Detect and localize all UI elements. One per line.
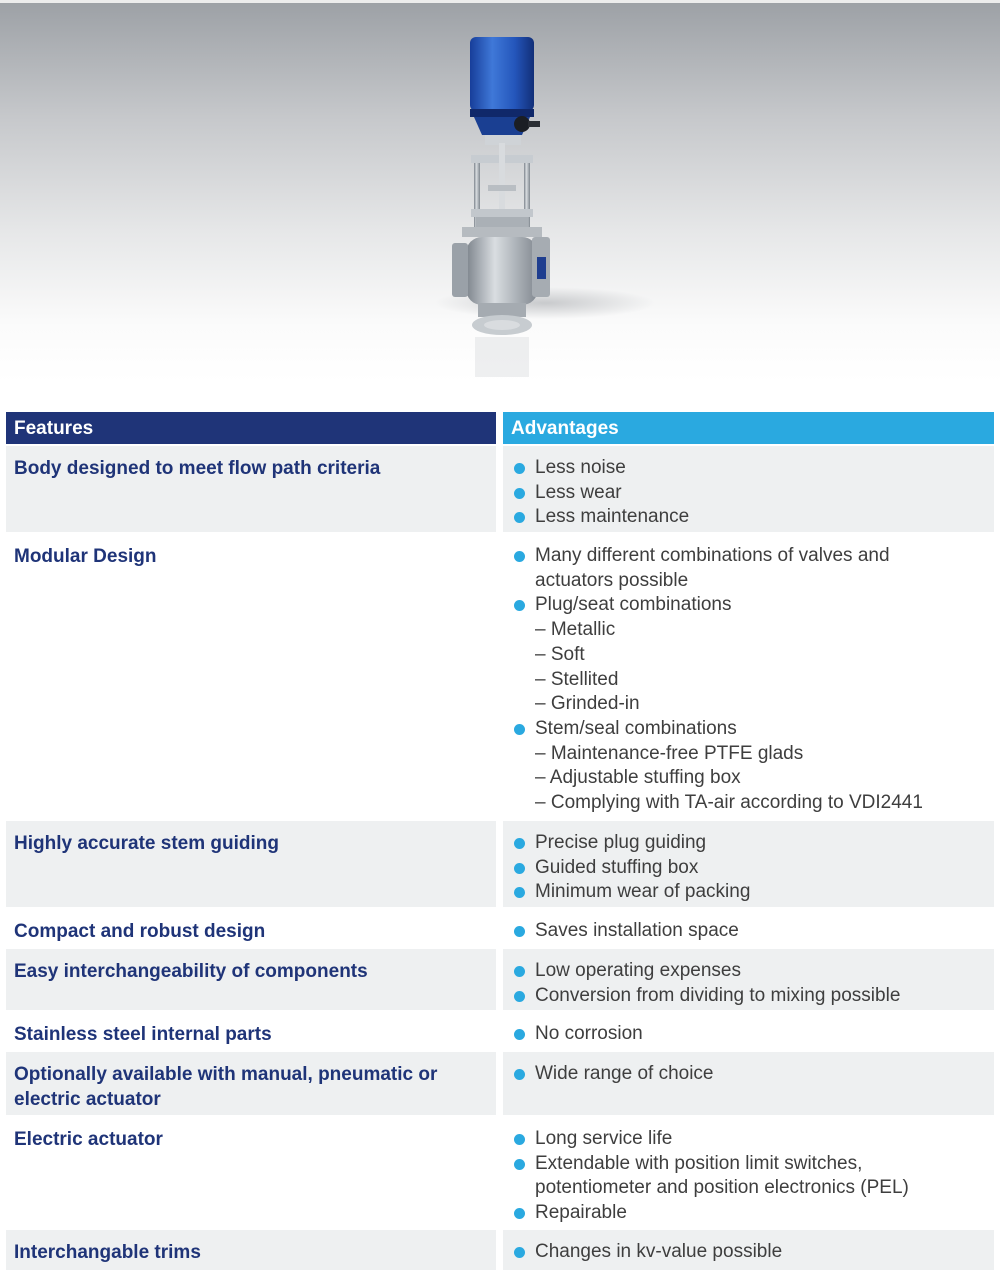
advantage-item: [535, 1201, 985, 1226]
advantage-subitem: [535, 618, 985, 643]
advantage-subitem: [535, 692, 985, 717]
bullet-icon: [514, 512, 525, 523]
feature-cell: [6, 821, 496, 907]
advantages-cell: [503, 446, 994, 532]
advantage-text: Less maintenance: [535, 506, 690, 528]
advantage-text: Extendable with position limit switches,: [535, 1152, 863, 1174]
bullet-icon: [514, 1029, 525, 1040]
feature-text: Stainless steel internal parts: [14, 1024, 272, 1045]
bullet-icon: [514, 488, 525, 499]
feature-cell: [6, 1230, 496, 1270]
advantage-item: [535, 1022, 985, 1047]
feature-text: Interchangable trims: [14, 1242, 201, 1263]
advantages-header: [503, 412, 994, 444]
advantages-cell: [503, 534, 994, 819]
bullet-icon: [514, 551, 525, 562]
advantage-text: Stem/seal combinations: [535, 717, 737, 739]
feature-cell: [6, 446, 496, 532]
advantage-subitem: [535, 668, 985, 693]
advantage-item: [535, 1240, 985, 1265]
feature-text: Highly accurate stem guiding: [14, 833, 279, 854]
table-row: [6, 1052, 994, 1115]
advantage-text: Repairable: [535, 1202, 627, 1224]
advantage-subitem: [535, 742, 985, 767]
advantage-text: No corrosion: [535, 1023, 643, 1044]
advantage-item: [535, 717, 985, 742]
table-row: [6, 446, 994, 532]
advantage-text: Changes in kv-value possible: [535, 1241, 783, 1262]
feature-cell: [6, 949, 496, 1010]
advantage-text: Wide range of choice: [535, 1063, 714, 1084]
advantage-text: – Complying with TA-air according to VDI2441: [535, 792, 923, 814]
advantages-cell: [503, 1230, 994, 1270]
features-header-label: Features: [14, 418, 94, 439]
advantage-text: Minimum wear of packing: [535, 881, 751, 903]
advantage-text: – Adjustable stuffing box: [535, 767, 741, 789]
advantage-subitem: [535, 569, 985, 594]
advantage-text: actuators possible: [535, 569, 689, 591]
advantage-item: [535, 984, 985, 1009]
advantages-cell: [503, 1117, 994, 1228]
advantage-text: – Soft: [535, 643, 585, 665]
advantage-item: [535, 593, 985, 618]
bullet-icon: [514, 463, 525, 474]
bullet-icon: [514, 863, 525, 874]
table-row: [6, 534, 994, 819]
feature-text: Compact and robust design: [14, 921, 266, 942]
advantage-item: [535, 880, 985, 905]
advantages-list: [535, 544, 985, 816]
advantage-text: Low operating expenses: [535, 960, 741, 981]
advantage-text: Guided stuffing box: [535, 856, 699, 878]
advantage-text: – Maintenance-free PTFE glads: [535, 742, 804, 764]
advantage-subitem: [535, 791, 985, 816]
advantages-list: [535, 919, 985, 944]
advantage-text: Precise plug guiding: [535, 832, 707, 853]
table-row: [6, 949, 994, 1010]
bullet-icon: [514, 1134, 525, 1145]
table-row: [6, 909, 994, 947]
advantage-subitem: [535, 1176, 985, 1201]
feature-cell: [6, 1052, 496, 1115]
advantages-cell: [503, 1012, 994, 1050]
advantage-item: [535, 1152, 985, 1177]
feature-text: Optionally available with manual, pneumatic or electric actuator: [14, 1064, 438, 1110]
advantage-text: Many different combinations of valves and: [535, 545, 890, 566]
advantages-list: [535, 1062, 985, 1087]
advantage-item: [535, 544, 985, 569]
advantages-list: [535, 831, 985, 905]
bullet-icon: [514, 887, 525, 898]
feature-text: Easy interchangeability of components: [14, 961, 368, 982]
advantage-item: [535, 1062, 985, 1087]
advantage-item: [535, 481, 985, 506]
advantages-cell: [503, 1052, 994, 1115]
advantage-item: [535, 831, 985, 856]
bullet-icon: [514, 926, 525, 937]
table-row: [6, 1012, 994, 1050]
advantages-list: [535, 456, 985, 530]
advantage-subitem: [535, 766, 985, 791]
advantage-text: Conversion from dividing to mixing possible: [535, 984, 901, 1006]
advantage-text: Less noise: [535, 457, 626, 478]
features-header: [6, 412, 496, 444]
feature-text: Body designed to meet flow path criteria: [14, 458, 381, 479]
advantage-item: [535, 1127, 985, 1152]
feature-text: Modular Design: [14, 546, 157, 567]
advantage-item: [535, 959, 985, 984]
bullet-icon: [514, 966, 525, 977]
advantage-text: Saves installation space: [535, 920, 739, 941]
bullet-icon: [514, 600, 525, 611]
table-row: [6, 1230, 994, 1270]
bullet-icon: [514, 724, 525, 735]
table-row: [6, 1117, 994, 1228]
advantage-text: Less wear: [535, 481, 622, 503]
bullet-icon: [514, 1159, 525, 1170]
feature-cell: [6, 534, 496, 819]
advantages-list: [535, 1022, 985, 1047]
valve-product-photo: [0, 3, 1000, 383]
advantage-item: [535, 856, 985, 881]
bullet-icon: [514, 991, 525, 1002]
advantage-item: [535, 505, 985, 530]
advantage-text: – Metallic: [535, 619, 616, 641]
bullet-icon: [514, 1069, 525, 1080]
feature-cell: [6, 909, 496, 947]
advantages-cell: [503, 821, 994, 907]
feature-text: Electric actuator: [14, 1129, 163, 1150]
advantages-list: [535, 1240, 985, 1265]
advantage-text: potentiometer and position electronics (PEL): [535, 1177, 909, 1199]
advantage-text: Plug/seat combinations: [535, 594, 732, 616]
feature-cell: [6, 1117, 496, 1228]
bullet-icon: [514, 838, 525, 849]
advantage-item: [535, 456, 985, 481]
table-row: [6, 821, 994, 907]
product-hero: [0, 0, 1000, 383]
advantage-text: Long service life: [535, 1128, 673, 1149]
advantage-subitem: [535, 643, 985, 668]
advantages-cell: [503, 909, 994, 947]
advantage-text: – Stellited: [535, 668, 619, 690]
advantages-list: [535, 1127, 985, 1226]
advantages-cell: [503, 949, 994, 1010]
advantage-text: – Grinded-in: [535, 693, 640, 715]
bullet-icon: [514, 1208, 525, 1219]
advantages-list: [535, 959, 985, 1008]
bullet-icon: [514, 1247, 525, 1258]
advantages-header-label: Advantages: [511, 418, 619, 439]
feature-cell: [6, 1012, 496, 1050]
advantage-item: [535, 919, 985, 944]
